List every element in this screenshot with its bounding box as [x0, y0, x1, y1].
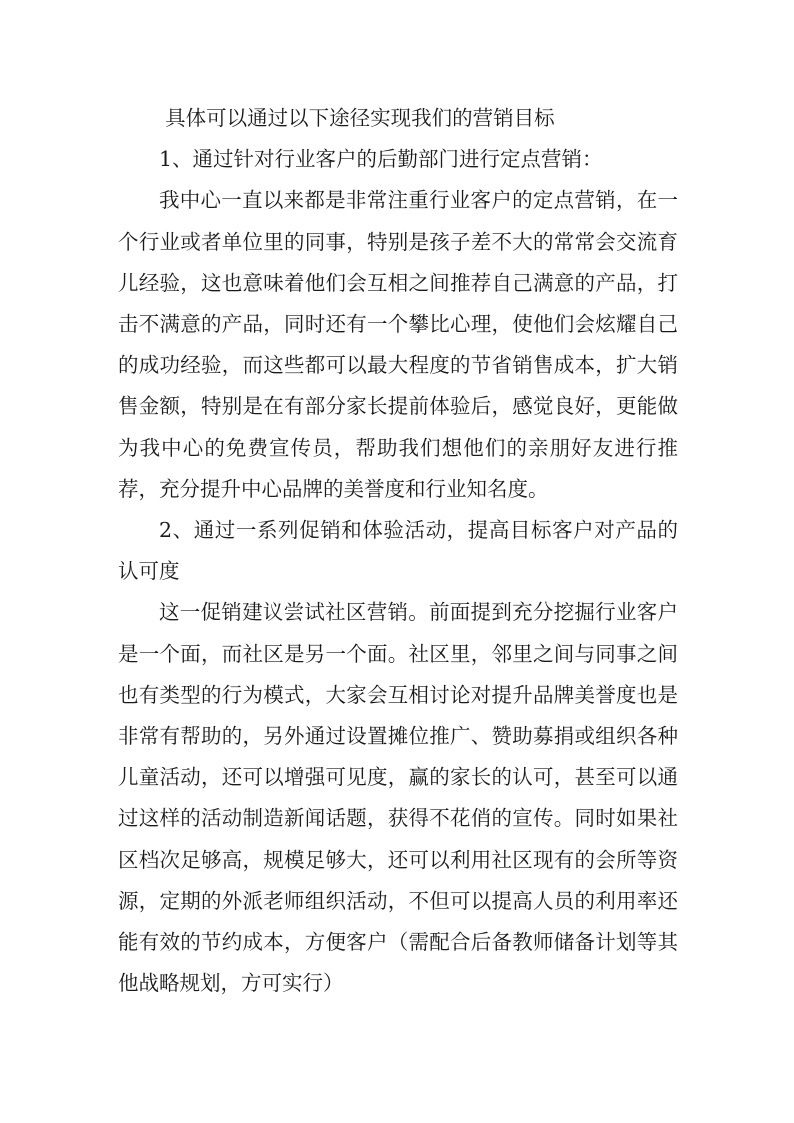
- section-heading-2: 2、通过一系列促销和体验活动，提高目标客户对产品的认可度: [118, 518, 678, 584]
- body-paragraph-2: 这一促销建议尝试社区营销。前面提到充分挖掘行业客户是一个面，而社区是另一个面。社区里，邻里之间与同事之间也有类型的行为模式，大家会互相讨论对提升品牌美誉度也是非常有帮助的，另外通过设置摊位推广、赞助募捐或组织各种儿童活动，还可以增强可见度，赢的家长的认可，甚至可以通过这样的活动制造新闻话题，获得不花俏的宣传。同时如果社区档次足够高，规模足够大，还可以利用社区现有的会所等资源，定期的外派老师组织活动，不但可以提高人员的利用率还能有效的节约成本，方便客户（需配合后备教师储备计划等其他战略规划，方可实行）: [118, 600, 678, 996]
- body-paragraph-1: 我中心一直以来都是非常注重行业客户的定点营销，在一个行业或者单位里的同事，特别是孩子差不大的常常会交流育儿经验，这也意味着他们会互相之间推荐自己满意的产品，打击不满意的产品，同时还有一个攀比心理，使他们会炫耀自己的成功经验，而这些都可以最大程度的节省销售成本，扩大销售金额，特别是在有部分家长提前体验后，感觉良好，更能做为我中心的免费宣传员，帮助我们想他们的亲朋好友进行推荐，充分提升中心品牌的美誉度和行业知名度。: [118, 188, 678, 501]
- section-heading-1: 1、通过针对行业客户的后勤部门进行定点营销：: [159, 147, 603, 172]
- document-body: [118, 98, 678, 1004]
- intro-paragraph: 具体可以通过以下途径实现我们的营销目标: [165, 106, 555, 130]
